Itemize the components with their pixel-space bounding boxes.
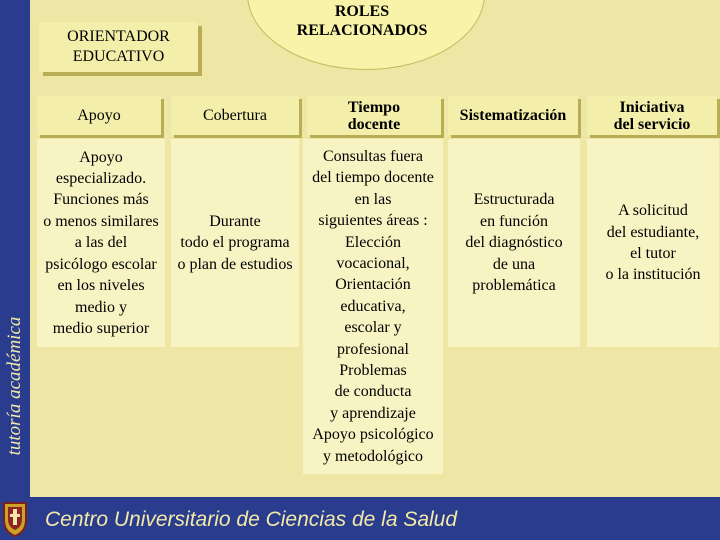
university-crest-icon (1, 500, 29, 538)
orientador-box (39, 22, 198, 72)
header-line: Sistematización (459, 107, 567, 124)
header-line: Cobertura (203, 107, 267, 124)
header-line: Iniciativa (619, 98, 685, 116)
cell-line: o menos similares (43, 212, 159, 230)
footer-text: Centro Universitario de Ciencias de la Salud (45, 508, 458, 531)
cell-line: Orientación (335, 276, 411, 294)
orientador-line: EDUCATIVO (72, 48, 165, 65)
cell-line: del tiempo docente (312, 169, 434, 187)
header-line: Tiempo (347, 98, 401, 116)
cell-line: todo el programa (180, 234, 290, 252)
header-sistematizacion (448, 96, 578, 135)
cell-tiempo (303, 139, 443, 474)
header-tiempo (307, 96, 441, 135)
cell-line: o la institución (605, 266, 701, 284)
cell-line: medio y (75, 298, 127, 316)
cell-line: en función (480, 212, 548, 230)
cell-line: del estudiante, (606, 223, 700, 241)
header-line: del servicio (613, 115, 691, 133)
header-apoyo (37, 96, 161, 135)
header-line: docente (347, 115, 401, 133)
cell-line: del diagnóstico (465, 234, 563, 252)
roles-title (260, 2, 464, 40)
cell-line: y aprendizaje (330, 404, 416, 422)
cell-line: en los niveles (57, 277, 145, 295)
cell-sistematizacion (448, 139, 580, 347)
cell-line: Consultas fuera (323, 147, 423, 165)
cell-line: Estructurada (473, 191, 555, 209)
cell-line: especializado. (55, 170, 147, 188)
cell-line: Durante (209, 212, 261, 230)
cell-line: vocacional, (336, 254, 410, 272)
side-title: tutoría académica (4, 316, 25, 456)
cell-iniciativa (587, 139, 719, 347)
header-cobertura (171, 96, 299, 135)
cell-line: el tutor (630, 245, 676, 262)
header-line: Apoyo (77, 107, 121, 124)
cell-line: A solicitud (618, 202, 688, 220)
cell-line: problemática (472, 277, 556, 295)
cell-cobertura (171, 139, 299, 347)
cell-line: Apoyo (79, 148, 123, 166)
cell-line: medio superior (52, 319, 150, 337)
cell-line: y metodológico (323, 447, 423, 465)
cell-line: educativa, (340, 297, 406, 315)
cell-line: Elección (345, 233, 401, 251)
orientador-line: ORIENTADOR (67, 28, 170, 45)
cell-line: profesional (337, 340, 409, 358)
cell-line: psicólogo escolar (45, 255, 157, 273)
cell-line: o plan de estudios (177, 255, 293, 273)
cell-line: escolar y (344, 319, 402, 337)
cell-line: Funciones más (53, 191, 149, 209)
cell-line: a las del (74, 234, 128, 252)
cell-line: en las (354, 190, 392, 208)
cell-apoyo (37, 139, 165, 347)
cell-line: de conducta (334, 383, 412, 401)
roles-line: RELACIONADOS (296, 22, 428, 39)
cell-line: Apoyo psicológico (312, 426, 434, 444)
cell-line: Problemas (339, 362, 407, 380)
header-iniciativa (587, 96, 717, 135)
cell-line: de una (492, 255, 536, 273)
roles-line: ROLES (334, 3, 390, 20)
cell-line: siguientes áreas : (318, 212, 428, 230)
